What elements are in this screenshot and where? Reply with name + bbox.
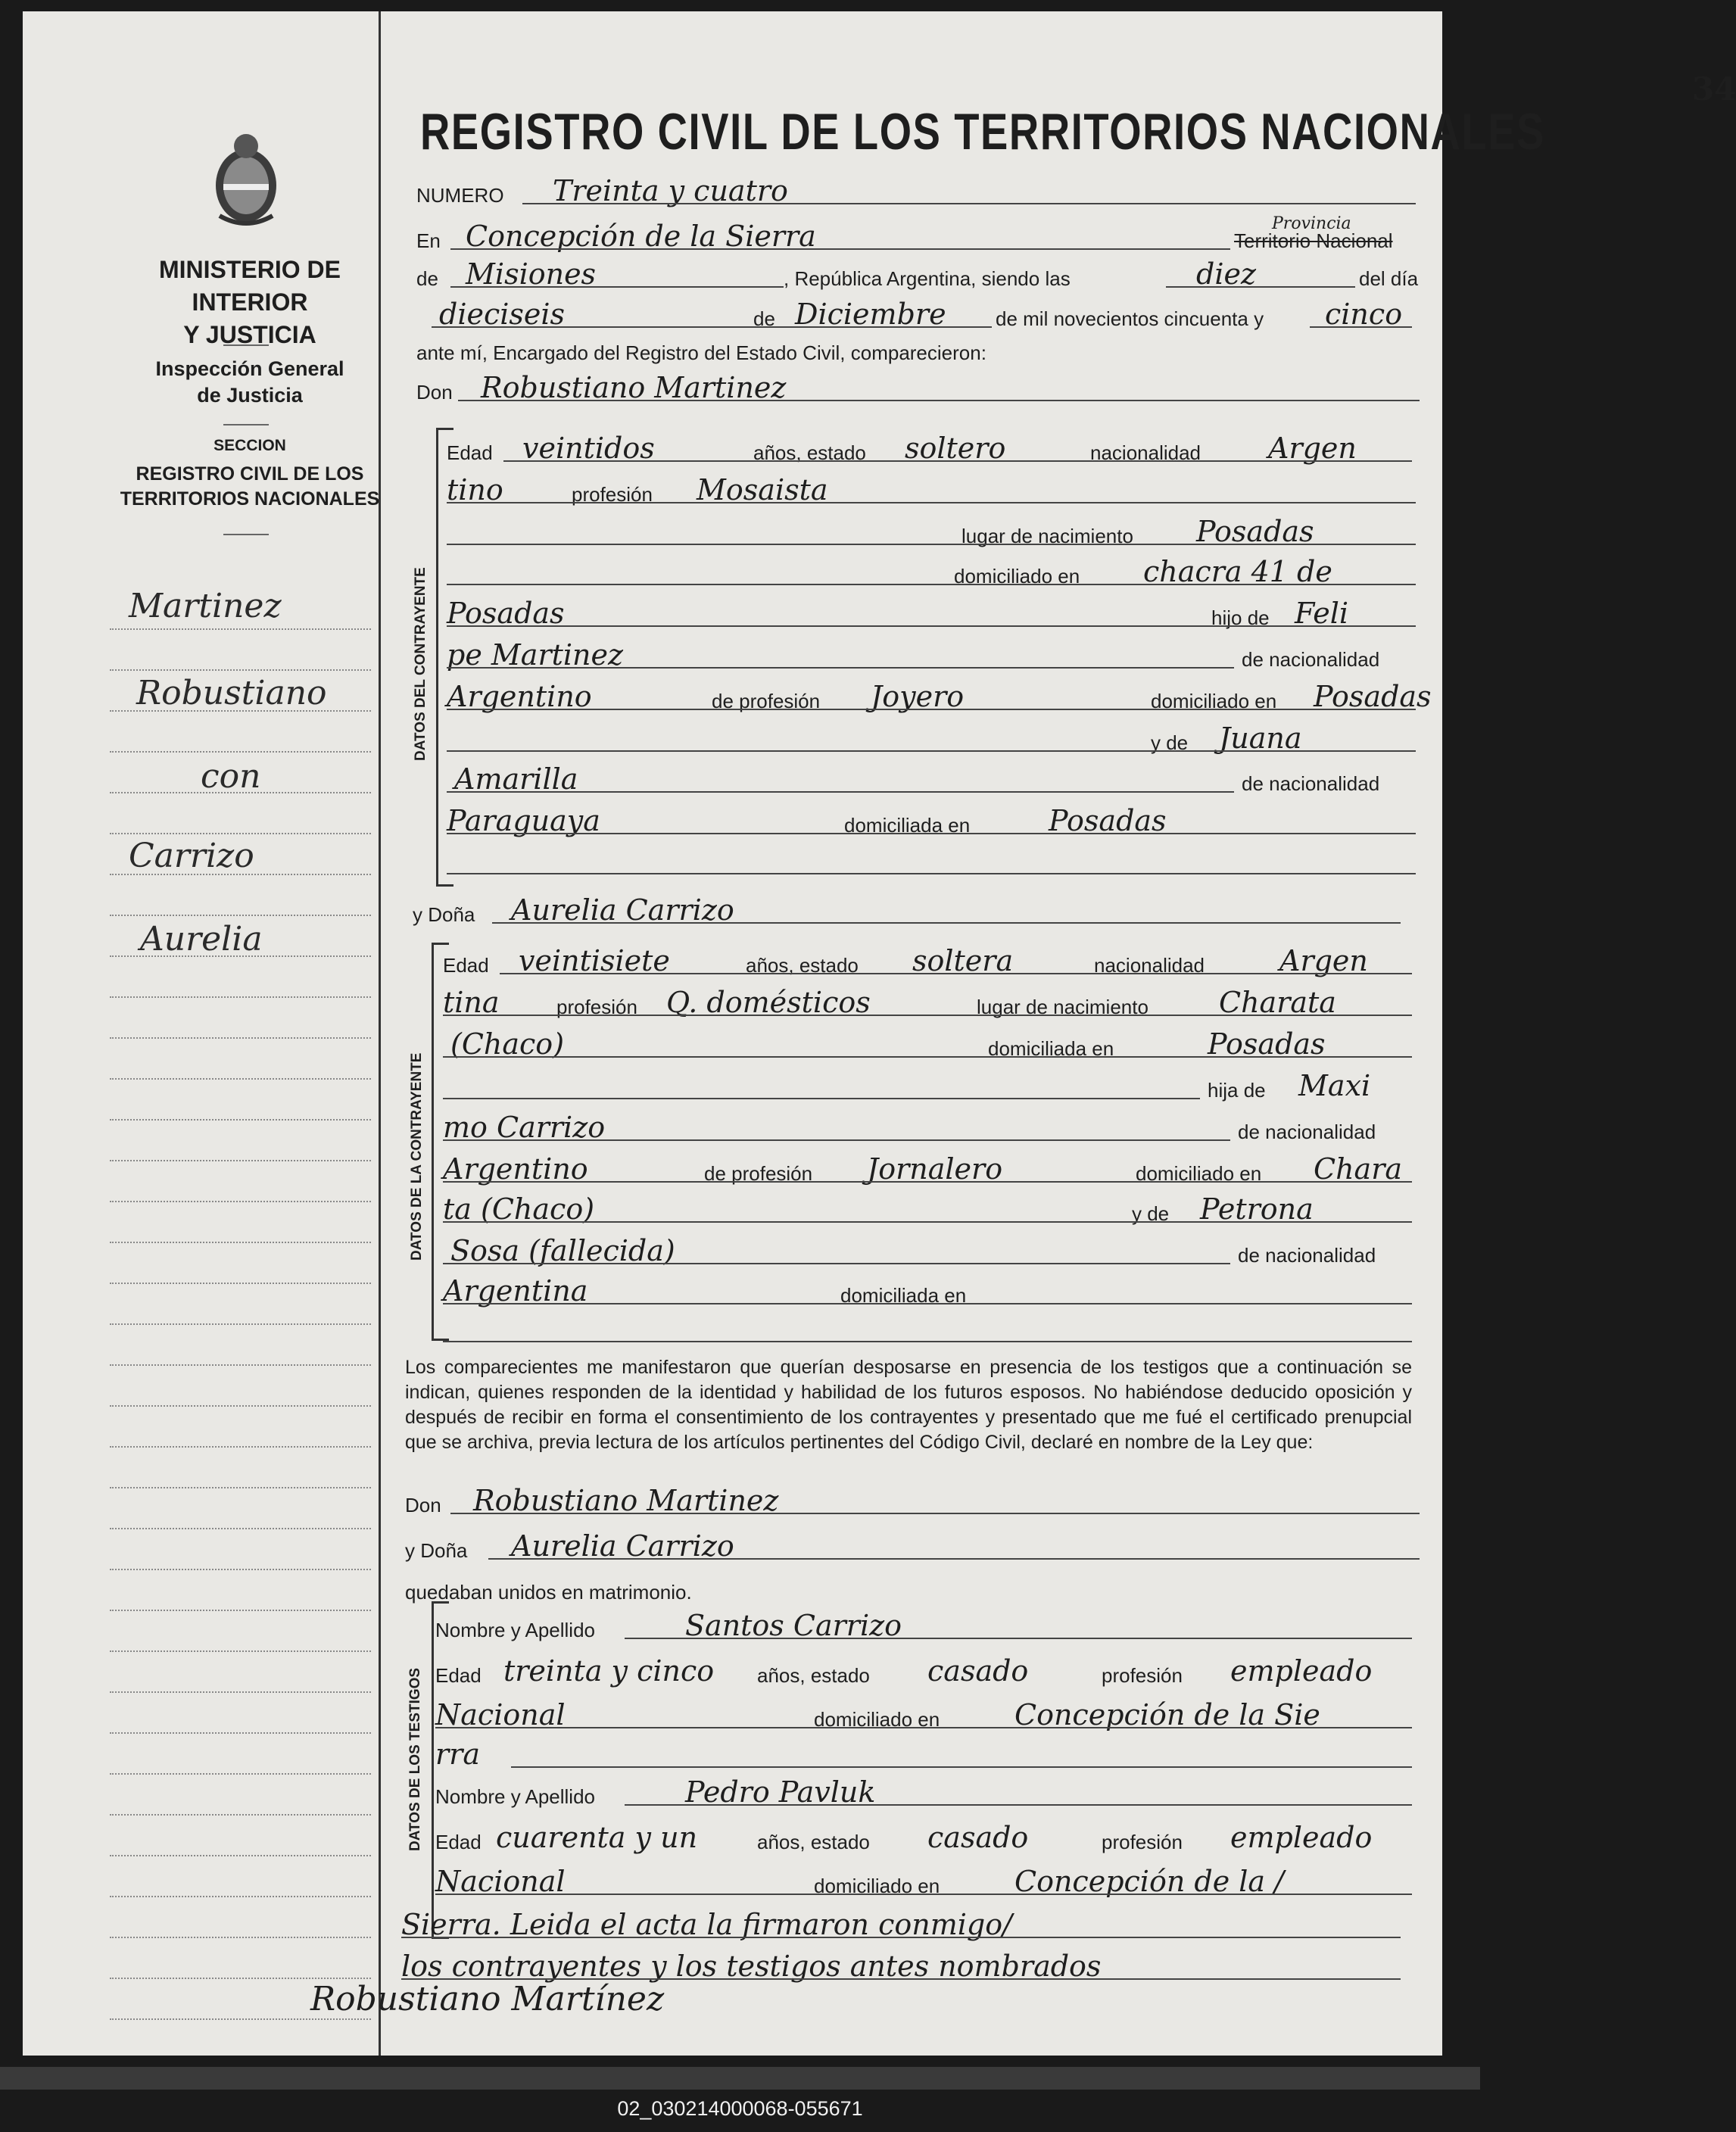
inspection-heading <box>114 356 386 409</box>
territorio-label: Territorio Nacional <box>1234 229 1393 252</box>
groom-name: Robustiano Martinez <box>481 371 787 404</box>
anos-estado-label: años, estado <box>753 441 866 464</box>
lugar-label: lugar de nacimiento <box>977 996 1149 1018</box>
nombre-apellido-label: Nombre y Apellido <box>435 1785 595 1808</box>
profesion-label: profesión <box>1102 1664 1183 1687</box>
declaration-paragraph: Los comparecientes me manifestaron que querían desposarse en presencia de los testigos que a continuación se indican, quienes responden de la identidad y habilidad de los futuros esposos. No habiéndose deducido oposición y después de recibir en forma el consentimiento de los contrayentes y presentado que me fué el certificado prenupcial que se archiva, previa lectura de los artículos pertinentes del Código Civil, declaré en nombre de la Ley que: <box>405 1357 1412 1453</box>
y-de-label: y de <box>1132 1202 1170 1225</box>
ante-mi-row <box>416 332 1416 369</box>
bride-blank-row <box>443 1312 1412 1350</box>
margin-ruling-line <box>110 710 371 712</box>
margin-ruling-line <box>110 1487 371 1488</box>
de-profesion-label: de profesión <box>712 690 821 712</box>
groom-nacionalidad-b: tino <box>447 473 503 507</box>
groom-padre-a: Feli <box>1295 597 1349 630</box>
groom-lugar-row <box>447 515 1416 553</box>
edad-label: Edad <box>443 954 489 977</box>
dona-label: y Doña <box>405 1539 468 1562</box>
anio-value: cinco <box>1325 298 1403 331</box>
de-mes-label: de <box>753 307 775 330</box>
closing-text-2: los contrayentes y los testigos antes nombrados <box>401 1950 1102 1983</box>
groom-padre-prof-row <box>447 680 1432 718</box>
coat-of-arms-icon <box>204 125 288 231</box>
bride-padre-nac: Argentino <box>443 1152 588 1186</box>
margin-ruling-line <box>110 1446 371 1448</box>
domicilio-label: domiciliado en <box>814 1708 940 1731</box>
divider <box>223 344 269 346</box>
don-label: Don <box>405 1494 441 1516</box>
groom-profesion: Mosaista <box>697 473 828 507</box>
groom-madre-nac: Paraguaya <box>447 804 600 837</box>
nacionalidad-label: nacionalidad <box>1094 954 1205 977</box>
margin-name-given: Robustiano <box>136 674 327 712</box>
margin-ruling-line <box>110 751 371 753</box>
groom-padre-prof: Joyero <box>871 680 965 713</box>
w2-name: Pedro Pavluk <box>685 1775 876 1809</box>
bride-madre-nac: Argentina <box>443 1274 588 1308</box>
bride-lugar-a: Charata <box>1219 986 1336 1019</box>
del-dia-label: del día <box>1359 267 1419 290</box>
anos-estado-label: años, estado <box>746 954 859 977</box>
margin-ruling-line <box>110 915 371 916</box>
edad-label: Edad <box>447 441 493 464</box>
edad-label: Edad <box>435 1664 482 1687</box>
margin-ruling-line <box>110 1610 371 1611</box>
margin-ruling-line <box>110 1242 371 1243</box>
w1-domicilio-b-row <box>435 1738 1412 1775</box>
dia-value: dieciseis <box>439 298 566 331</box>
bride-madre-row <box>443 1192 1412 1230</box>
groom-domicilio-b: Posadas <box>447 597 565 630</box>
bride-madre-b: Sosa (fallecida) <box>450 1234 675 1267</box>
w1-name: Santos Carrizo <box>685 1609 902 1642</box>
domicilio-label: domiciliada en <box>988 1037 1114 1060</box>
bride-hija-row <box>443 1069 1412 1107</box>
margin-ruling-line <box>110 1978 371 1979</box>
ministry-line1: MINISTERIO DE INTERIOR <box>158 256 341 316</box>
hija-label: hija de <box>1208 1079 1266 1102</box>
witness-section-label: DATOS DE LOS TESTIGOS <box>407 1667 423 1851</box>
profesion-label: profesión <box>572 483 653 506</box>
groom-nacionalidad-a: Argen <box>1268 432 1357 465</box>
scan-bottom-band <box>0 2067 1480 2090</box>
margin-ruling-line <box>110 1650 371 1652</box>
ministry-heading <box>121 254 379 352</box>
margin-ruling-line <box>110 628 371 630</box>
registry-line1: REGISTRO CIVIL DE LOS <box>136 463 364 485</box>
republica-label: , República Argentina, siendo las <box>784 267 1071 290</box>
decl-dona-row <box>405 1529 1404 1567</box>
divider <box>223 534 269 535</box>
de-nacionalidad-label: de nacionalidad <box>1242 648 1380 671</box>
margin-ruling-line <box>110 1855 371 1856</box>
bride-lugar-b: (Chaco) <box>450 1027 565 1061</box>
margin-ruling-line <box>110 1814 371 1816</box>
groom-edad-row <box>447 432 1416 469</box>
padre-domicilio-label: domiciliado en <box>1136 1162 1262 1185</box>
anio-label: de mil novecientos cincuenta y <box>996 307 1264 330</box>
don-label: Don <box>416 381 453 404</box>
w2-domicilio: Concepción de la / <box>1014 1865 1284 1898</box>
register-page <box>23 11 1736 2056</box>
en-row <box>416 214 1416 257</box>
de-row <box>416 257 1419 295</box>
margin-ruling-line <box>110 1732 371 1734</box>
w2-edad-row <box>435 1821 1412 1859</box>
groom-padre-b: pe Martinez <box>447 638 624 672</box>
margin-ruling-line <box>110 996 371 998</box>
w1-domicilio-b: rra <box>435 1738 480 1771</box>
numero-label: NUMERO <box>416 184 504 207</box>
margin-ruling-line <box>110 1937 371 1938</box>
margin-ruling-line <box>110 1160 371 1161</box>
w2-estado: casado <box>927 1821 1029 1854</box>
de-label: de <box>416 267 438 290</box>
groom-lugar: Posadas <box>1196 515 1314 548</box>
groom-padre-row <box>447 638 1416 676</box>
domicilio-label: domiciliado en <box>954 565 1080 588</box>
groom-edad: veintidos <box>522 432 655 465</box>
margin-ruling-line <box>110 1691 371 1693</box>
decl-don-name: Robustiano Martinez <box>473 1484 779 1517</box>
w1-domicilio-a: Concepción de la Sie <box>1014 1698 1320 1731</box>
bride-domicilio: Posadas <box>1208 1027 1326 1061</box>
w2-profesion-b: Nacional <box>435 1865 566 1898</box>
groom-estado: soltero <box>905 432 1006 465</box>
page-number: 34 <box>1692 70 1736 108</box>
margin-ruling-line <box>110 1323 371 1325</box>
w1-domicilio-row <box>435 1698 1412 1736</box>
registry-line2: TERRITORIOS NACIONALES <box>120 488 380 510</box>
groom-padre-dom: Posadas <box>1314 680 1432 713</box>
margin-name-surname: Martinez <box>129 587 282 625</box>
groom-madre-dom: Posadas <box>1049 804 1167 837</box>
closing-text-1: Sierra. Leida el acta la firmaron conmigo/ <box>401 1908 1012 1941</box>
margin-ruling-line <box>110 1569 371 1570</box>
hijo-label: hijo de <box>1211 606 1270 629</box>
de-nacionalidad-label: de nacionalidad <box>1238 1121 1376 1143</box>
bride-nacionalidad-a: Argen <box>1279 944 1368 977</box>
numero-row <box>416 174 1416 212</box>
section-label: SECCION <box>213 437 286 454</box>
bride-nacionalidad-b: tina <box>443 986 500 1019</box>
bride-padre-prof: Jornalero <box>867 1152 1003 1186</box>
bride-dona-row <box>413 893 1412 931</box>
closing-line1 <box>401 1908 1401 1946</box>
w1-edad-row <box>435 1654 1412 1692</box>
y-de-label: y de <box>1151 731 1189 754</box>
margin-ruling-line <box>110 1119 371 1121</box>
groom-domicilio-a: chacra 41 de <box>1143 555 1332 588</box>
groom-domicilio-row <box>447 555 1416 593</box>
dona-label: y Doña <box>413 903 475 926</box>
w2-profesion-a: empleado <box>1230 1821 1373 1854</box>
ante-mi-text: ante mí, Encargado del Registro del Estado Civil, comparecieron: <box>416 341 986 364</box>
sidebar-margin <box>23 11 381 2056</box>
margin-ruling-line <box>110 1528 371 1529</box>
inspection-line2: de Justicia <box>197 384 303 407</box>
bride-madre-a: Petrona <box>1200 1192 1314 1226</box>
groom-padre-nac: Argentino <box>447 680 592 713</box>
groom-madre-b: Amarilla <box>454 762 578 796</box>
numero-value: Treinta y cuatro <box>553 174 788 207</box>
nacionalidad-label: nacionalidad <box>1090 441 1201 464</box>
quedaban-text: quedaban unidos en matrimonio. <box>405 1581 692 1604</box>
bride-madre-nac-row <box>443 1274 1412 1312</box>
margin-name-con: con <box>201 757 261 796</box>
w2-domicilio-row <box>435 1865 1412 1903</box>
ministry-line2: Y JUSTICIA <box>183 321 316 349</box>
bride-padre-a: Maxi <box>1298 1069 1371 1102</box>
margin-name-bride-surname: Carrizo <box>129 837 254 875</box>
de-profesion-label: de profesión <box>704 1162 813 1185</box>
bride-edad-row <box>443 944 1412 982</box>
bride-name: Aurelia Carrizo <box>511 893 734 927</box>
bride-padre-row <box>443 1111 1412 1149</box>
groom-signature: Robustiano Martínez <box>310 1980 665 2018</box>
page-title: REGISTRO CIVIL DE LOS TERRITORIOS NACIONALES <box>420 103 1545 161</box>
image-id-footer: 02_030214000068-055671 <box>617 2097 863 2120</box>
de-nacionalidad-label: de nacionalidad <box>1238 1244 1376 1267</box>
divider <box>223 424 269 425</box>
domicilio-label: domiciliado en <box>814 1875 940 1897</box>
nombre-apellido-label: Nombre y Apellido <box>435 1619 595 1641</box>
padre-domicilio-label: domiciliado en <box>1151 690 1277 712</box>
w2-edad: cuarenta y un <box>496 1821 698 1854</box>
anos-estado-label: años, estado <box>757 1831 870 1853</box>
hora-value: diez <box>1196 257 1256 291</box>
fecha-row <box>416 298 1416 335</box>
madre-domicilio-label: domiciliada en <box>840 1284 967 1307</box>
margin-ruling-line <box>110 1896 371 1897</box>
decl-don-row <box>405 1484 1404 1522</box>
registry-heading <box>114 462 386 511</box>
bride-domicilio-row <box>443 1027 1412 1065</box>
bride-edad: veintisiete <box>519 944 670 977</box>
bride-padre-dom-b: ta (Chaco) <box>443 1192 595 1226</box>
lugar-label: lugar de nacimiento <box>962 525 1133 547</box>
groom-madre-nac-row <box>447 804 1416 842</box>
groom-profesion-row <box>447 473 1416 511</box>
margin-ruling-line <box>110 2018 371 2020</box>
en-value: Concepción de la Sierra <box>466 220 816 253</box>
w1-profesion-b: Nacional <box>435 1698 566 1731</box>
margin-ruling-line <box>110 1364 371 1366</box>
margin-ruling-line <box>110 833 371 834</box>
edad-label: Edad <box>435 1831 482 1853</box>
bride-madre-b-row <box>443 1234 1412 1272</box>
de-nacionalidad-label: de nacionalidad <box>1242 772 1380 795</box>
groom-madre-a: Juana <box>1219 722 1302 755</box>
quedaban-row <box>405 1571 1404 1609</box>
inspection-line1: Inspección General <box>155 357 344 380</box>
margin-ruling-line <box>110 1078 371 1080</box>
groom-hijo-row <box>447 597 1416 634</box>
w1-profesion-a: empleado <box>1230 1654 1373 1688</box>
margin-ruling-line <box>110 874 371 875</box>
margin-ruling-line <box>110 1405 371 1407</box>
bride-profesion-row <box>443 986 1412 1024</box>
en-label: En <box>416 229 441 252</box>
margin-ruling-line <box>110 1037 371 1039</box>
bride-padre-dom-a: Chara <box>1314 1152 1403 1186</box>
w2-name-row <box>435 1775 1412 1813</box>
w1-edad: treinta y cinco <box>503 1654 715 1688</box>
margin-ruling-line <box>110 1201 371 1202</box>
anos-estado-label: años, estado <box>757 1664 870 1687</box>
margin-ruling-line <box>110 792 371 793</box>
margin-ruling-line <box>110 1773 371 1775</box>
groom-blank-row <box>447 844 1416 882</box>
profesion-label: profesión <box>1102 1831 1183 1853</box>
w1-estado: casado <box>927 1654 1029 1688</box>
bride-padre-prof-row <box>443 1152 1412 1190</box>
w1-name-row <box>435 1609 1412 1647</box>
decl-dona-name: Aurelia Carrizo <box>511 1529 734 1563</box>
margin-ruling-line <box>110 669 371 671</box>
bride-estado: soltera <box>912 944 1014 977</box>
margin-ruling-line <box>110 1283 371 1284</box>
madre-domicilio-label: domiciliada en <box>844 814 971 837</box>
groom-madre-row <box>447 722 1416 759</box>
margin-name-bride-given: Aurelia <box>140 920 263 958</box>
bride-section-label: DATOS DE LA CONTRAYENTE <box>409 1052 425 1261</box>
form-area <box>386 11 1736 2056</box>
groom-don-row <box>416 371 1416 409</box>
margin-ruling-line <box>110 955 371 957</box>
provincia-note: Provincia <box>1272 214 1351 233</box>
de-value: Misiones <box>466 257 597 291</box>
groom-section-label: DATOS DEL CONTRAYENTE <box>413 567 429 761</box>
mes-value: Diciembre <box>795 298 946 331</box>
bride-profesion: Q. domésticos <box>666 986 871 1019</box>
profesion-label: profesión <box>556 996 637 1018</box>
groom-madre-b-row <box>447 762 1416 800</box>
bride-padre-b: mo Carrizo <box>443 1111 606 1144</box>
